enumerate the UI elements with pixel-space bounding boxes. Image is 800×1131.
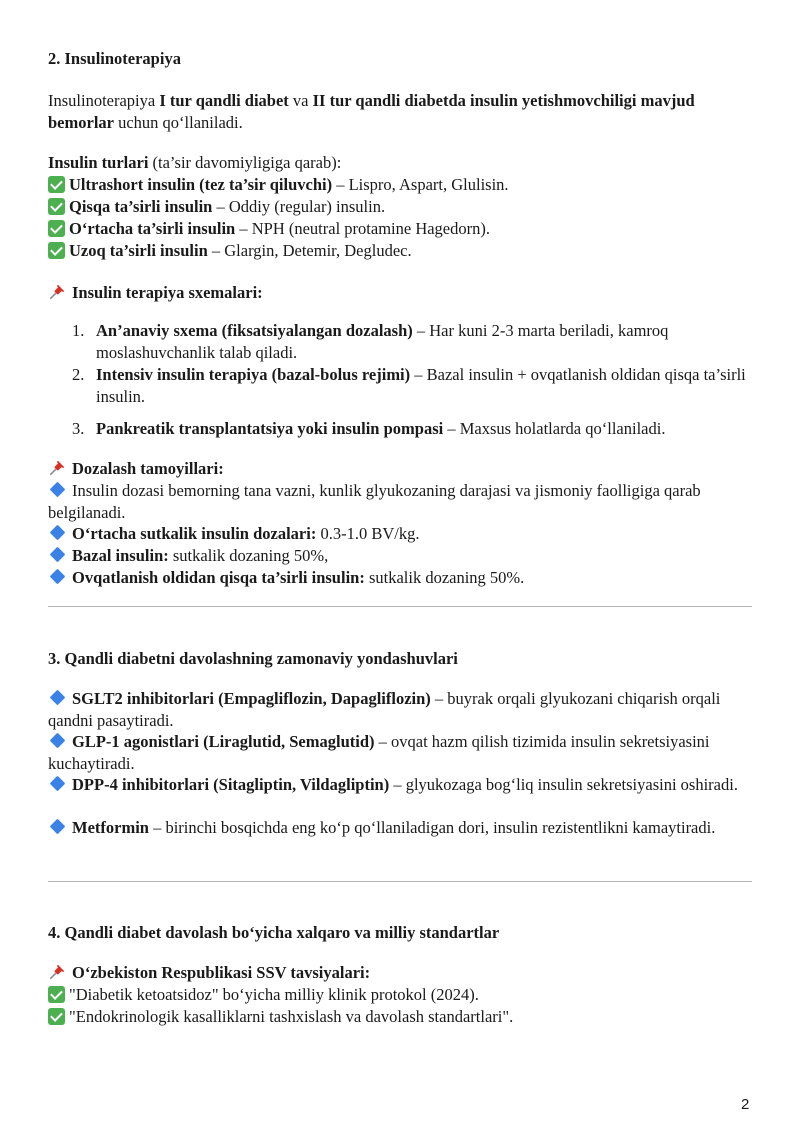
dosing-item: Ovqatlanish oldidan qisqa ta’sirli insulin: sutkalik dozaning 50%. xyxy=(48,567,754,589)
pushpin-icon xyxy=(48,963,66,981)
blue-diamond-icon xyxy=(50,690,66,706)
blue-diamond-icon xyxy=(50,482,66,498)
dosing-heading: Dozalash tamoyillari: xyxy=(48,458,754,480)
dosing-item: O‘rtacha sutkalik insulin dozalari: 0.3-1.0 BV/kg. xyxy=(48,523,754,545)
check-mark-button-icon xyxy=(48,198,65,215)
standards-sub-heading: O‘zbekiston Respublikasi SSV tavsiyalari: xyxy=(48,962,754,984)
blue-diamond-icon xyxy=(50,547,66,563)
treatment-item: Metformin – birinchi bosqichda eng ko‘p qo‘llaniladigan dori, insulin rezistentlikni kamaytiradi. xyxy=(48,817,754,839)
blue-diamond-icon xyxy=(50,819,66,835)
section-2-heading: 2. Insulinoterapiya xyxy=(48,49,181,68)
section-3-heading: 3. Qandli diabetni davolashning zamonaviy yondashuvlari xyxy=(48,649,458,668)
insulin-type-item: Ultrashort insulin (tez ta’sir qiluvchi) – Lispro, Aspart, Glulisin. xyxy=(48,174,754,196)
section-divider xyxy=(48,606,752,607)
pushpin-icon xyxy=(48,459,66,477)
check-mark-button-icon xyxy=(48,986,65,1003)
dosing-item: Insulin dozasi bemorning tana vazni, kunlik glyukozaning darajasi va jismoniy faolligiga qarab belgilanadi. xyxy=(48,481,701,522)
page-number: 2 xyxy=(741,1096,750,1113)
check-mark-button-icon xyxy=(48,1008,65,1025)
pushpin-icon xyxy=(48,283,66,301)
blue-diamond-icon xyxy=(50,776,66,792)
insulin-type-item: Uzoq ta’sirli insulin – Glargin, Detemir, Degludec. xyxy=(48,240,754,262)
treatment-item: GLP-1 agonistlari (Liraglutid, Semaglutid) – ovqat hazm qilish tizimida insulin sekretsiyasini kuchaytiradi. xyxy=(48,732,710,773)
standards-item: "Endokrinologik kasalliklarni tashxislash va davolash standartlari". xyxy=(48,1006,754,1028)
check-mark-button-icon xyxy=(48,242,65,259)
insulin-type-item: O‘rtacha ta’sirli insulin – NPH (neutral protamine Hagedorn). xyxy=(48,218,754,240)
dosing-item: Bazal insulin: sutkalik dozaning 50%, xyxy=(48,545,754,567)
schemes-heading: Insulin terapiya sxemalari: xyxy=(48,282,754,304)
check-mark-button-icon xyxy=(48,176,65,193)
check-mark-button-icon xyxy=(48,220,65,237)
insulin-types-heading: Insulin turlari (ta’sir davomiyligiga qarab): xyxy=(48,153,342,172)
blue-diamond-icon xyxy=(50,569,66,585)
blue-diamond-icon xyxy=(50,733,66,749)
treatment-item: SGLT2 inhibitorlari (Empagliflozin, Dapagliflozin) – buyrak orqali glyukozani chiqarish orqali qandni pasaytiradi. xyxy=(48,689,721,730)
standards-item: "Diabetik ketoatsidoz" bo‘yicha milliy klinik protokol (2024). xyxy=(48,984,754,1006)
section-4-heading: 4. Qandli diabet davolash bo‘yicha xalqaro va milliy standartlar xyxy=(48,923,500,942)
blue-diamond-icon xyxy=(50,525,66,541)
treatment-item: DPP-4 inhibitorlari (Sitagliptin, Vildagliptin) – glyukozaga bog‘liq insulin sekretsiyasini oshiradi. xyxy=(48,774,754,796)
section-2-intro: Insulinoterapiya I tur qandli diabet va II tur qandli diabetda insulin yetishmovchiligi mavjud bemorlar uchun qo‘llaniladi. xyxy=(48,91,695,132)
insulin-type-item: Qisqa ta’sirli insulin – Oddiy (regular) insulin. xyxy=(48,196,754,218)
section-divider xyxy=(48,881,752,882)
